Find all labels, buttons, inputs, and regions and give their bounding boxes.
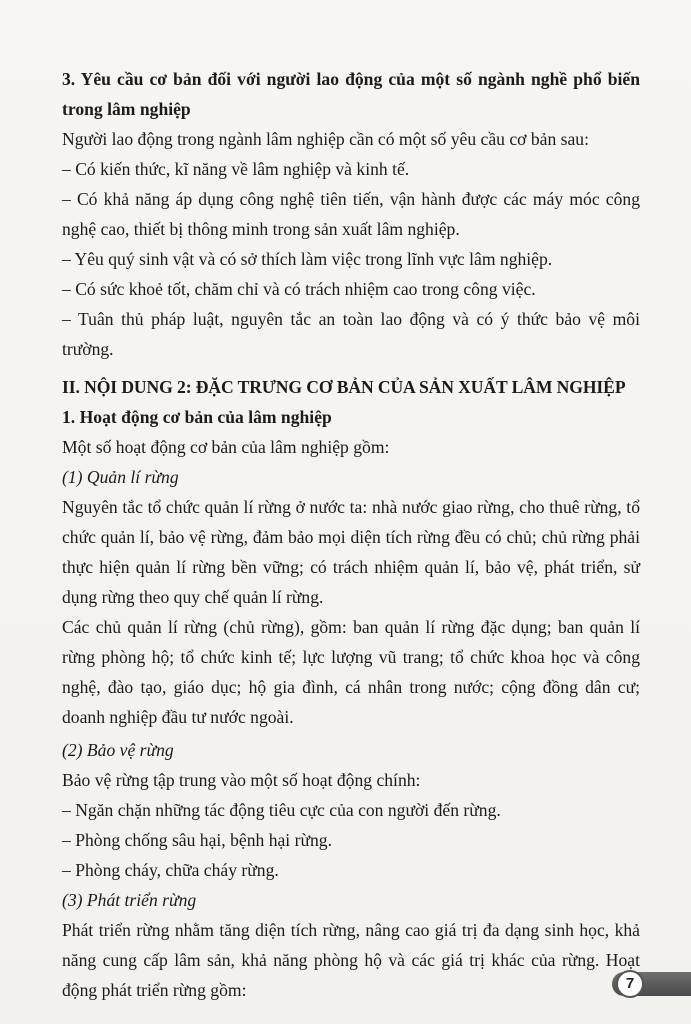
list-item: – Ngăn chặn những tác động tiêu cực của con người đến rừng. — [62, 800, 501, 820]
list-item: – Yêu quý sinh vật và có sở thích làm việc trong lĩnh vực lâm nghiệp. — [62, 249, 553, 269]
list-item: – Có kiến thức, kĩ năng về lâm nghiệp và kinh tế. — [62, 159, 410, 179]
subsection-1-heading: 1. Hoạt động cơ bản của lâm nghiệp — [62, 407, 332, 427]
section-3-intro: Người lao động trong ngành lâm nghiệp cần có một số yêu cầu cơ bản sau: — [62, 129, 589, 149]
section-ii-heading: II. NỘI DUNG 2: ĐẶC TRƯNG CƠ BẢN CỦA SẢN XUẤT LÂM NGHIỆP — [62, 377, 626, 397]
quan-li-rung-heading: (1) Quản lí rừng — [62, 467, 179, 487]
list-item: – Phòng chống sâu hại, bệnh hại rừng. — [62, 830, 332, 850]
list-item: – Có khả năng áp dụng công nghệ tiên tiến, vận hành được các máy móc công nghệ cao, thiết bị thông minh trong sản xuất lâm nghiệp. — [62, 189, 640, 239]
phat-trien-rung-paragraph: Phát triển rừng nhằm tăng diện tích rừng, nâng cao giá trị đa dạng sinh học, khả năng cung cấp lâm sản, khả năng phòng hộ và các giá trị khác của rừng. Hoạt động phát triển rừng gồm: — [62, 920, 640, 1000]
section-3-heading: 3. Yêu cầu cơ bản đối với người lao động của một số ngành nghề phổ biến trong lâm nghiệp — [62, 69, 640, 119]
bao-ve-rung-intro: Bảo vệ rừng tập trung vào một số hoạt động chính: — [62, 770, 421, 790]
phat-trien-rung-heading: (3) Phát triển rừng — [62, 890, 197, 910]
page-number: 7 — [616, 970, 644, 998]
list-item: – Tuân thủ pháp luật, nguyên tắc an toàn lao động và có ý thức bảo vệ môi trường. — [62, 309, 640, 359]
list-item: – Phòng cháy, chữa cháy rừng. — [62, 860, 279, 880]
bao-ve-rung-heading: (2) Bảo vệ rừng — [62, 740, 174, 760]
list-item: – Có sức khoẻ tốt, chăm chỉ và có trách nhiệm cao trong công việc. — [62, 279, 536, 299]
quan-li-rung-paragraph-2: Các chủ quản lí rừng (chủ rừng), gồm: ban quản lí rừng đặc dụng; ban quản lí rừng phòng hộ; tổ chức kinh tế; lực lượng vũ trang; tổ chức khoa học và công nghệ, đào tạo, giáo dục; hộ gia đình, cá nhân trong nước; cộng đồng dân cư; doanh nghiệp đầu tư nước ngoài. — [62, 617, 640, 727]
page-content — [62, 64, 640, 1005]
subsection-1-intro: Một số hoạt động cơ bản của lâm nghiệp gồm: — [62, 437, 390, 457]
quan-li-rung-paragraph-1: Nguyên tắc tổ chức quản lí rừng ở nước ta: nhà nước giao rừng, cho thuê rừng, tổ chức quản lí, bảo vệ rừng, đảm bảo mọi diện tích rừng đều có chủ; chủ rừng phải thực hiện quản lí rừng bền vững; có trách nhiệm quản lí, bảo vệ, phát triển, sử dụng rừng theo quy chế quản lí rừng. — [62, 497, 640, 607]
